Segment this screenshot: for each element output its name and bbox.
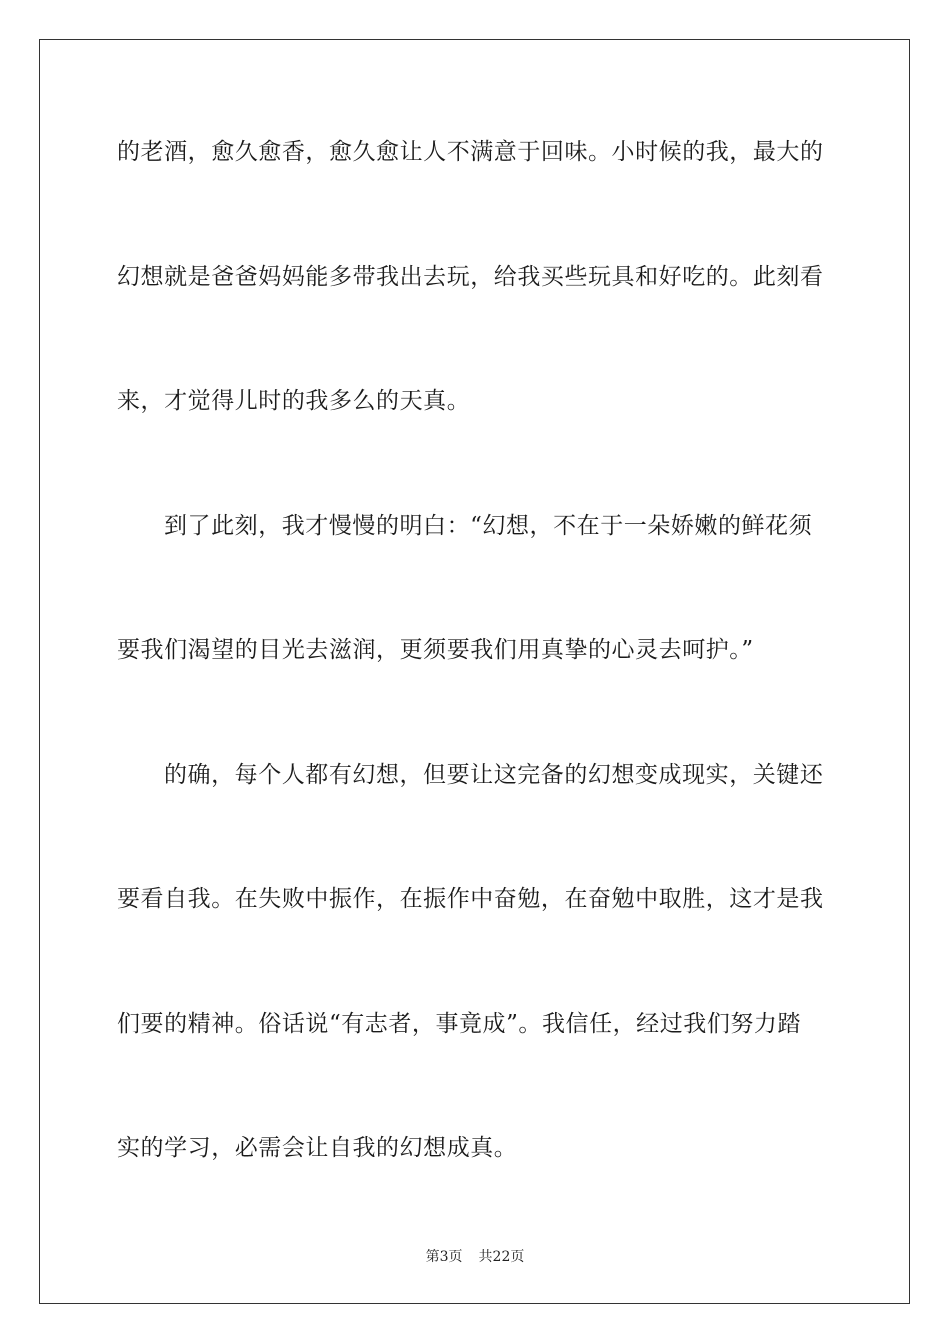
page-footer: [0, 1248, 950, 1266]
paragraph-line: 们要的精神。俗话说“有志者，事竟成”。我信任，经过我们努力踏: [117, 1011, 802, 1037]
paragraph-line: 来，才觉得儿时的我多么的天真。: [117, 388, 471, 414]
paragraph-line: 实的学习，必需会让自我的幻想成真。: [117, 1135, 518, 1161]
page-number: 第3页: [425, 1249, 463, 1265]
paragraph-line: 要看自我。在失败中振作，在振作中奋勉，在奋勉中取胜，这才是我: [117, 886, 824, 912]
page-total: 共22页: [478, 1249, 525, 1265]
paragraph-line: 的确，每个人都有幻想，但要让这完备的幻想变成现实，关键还: [164, 762, 824, 788]
paragraph-line: 的老酒，愈久愈香，愈久愈让人不满意于回味。小时候的我，最大的: [117, 139, 824, 165]
paragraph-line: 到了此刻，我才慢慢的明白：“幻想，不在于一朵娇嫩的鲜花须: [164, 513, 813, 539]
paragraph-line: 幻想就是爸爸妈妈能多带我出去玩，给我买些玩具和好吃的。此刻看: [117, 264, 824, 290]
page-border: [39, 39, 910, 1304]
paragraph-line: 要我们渴望的目光去滋润，更须要我们用真挚的心灵去呵护。”: [117, 637, 754, 663]
